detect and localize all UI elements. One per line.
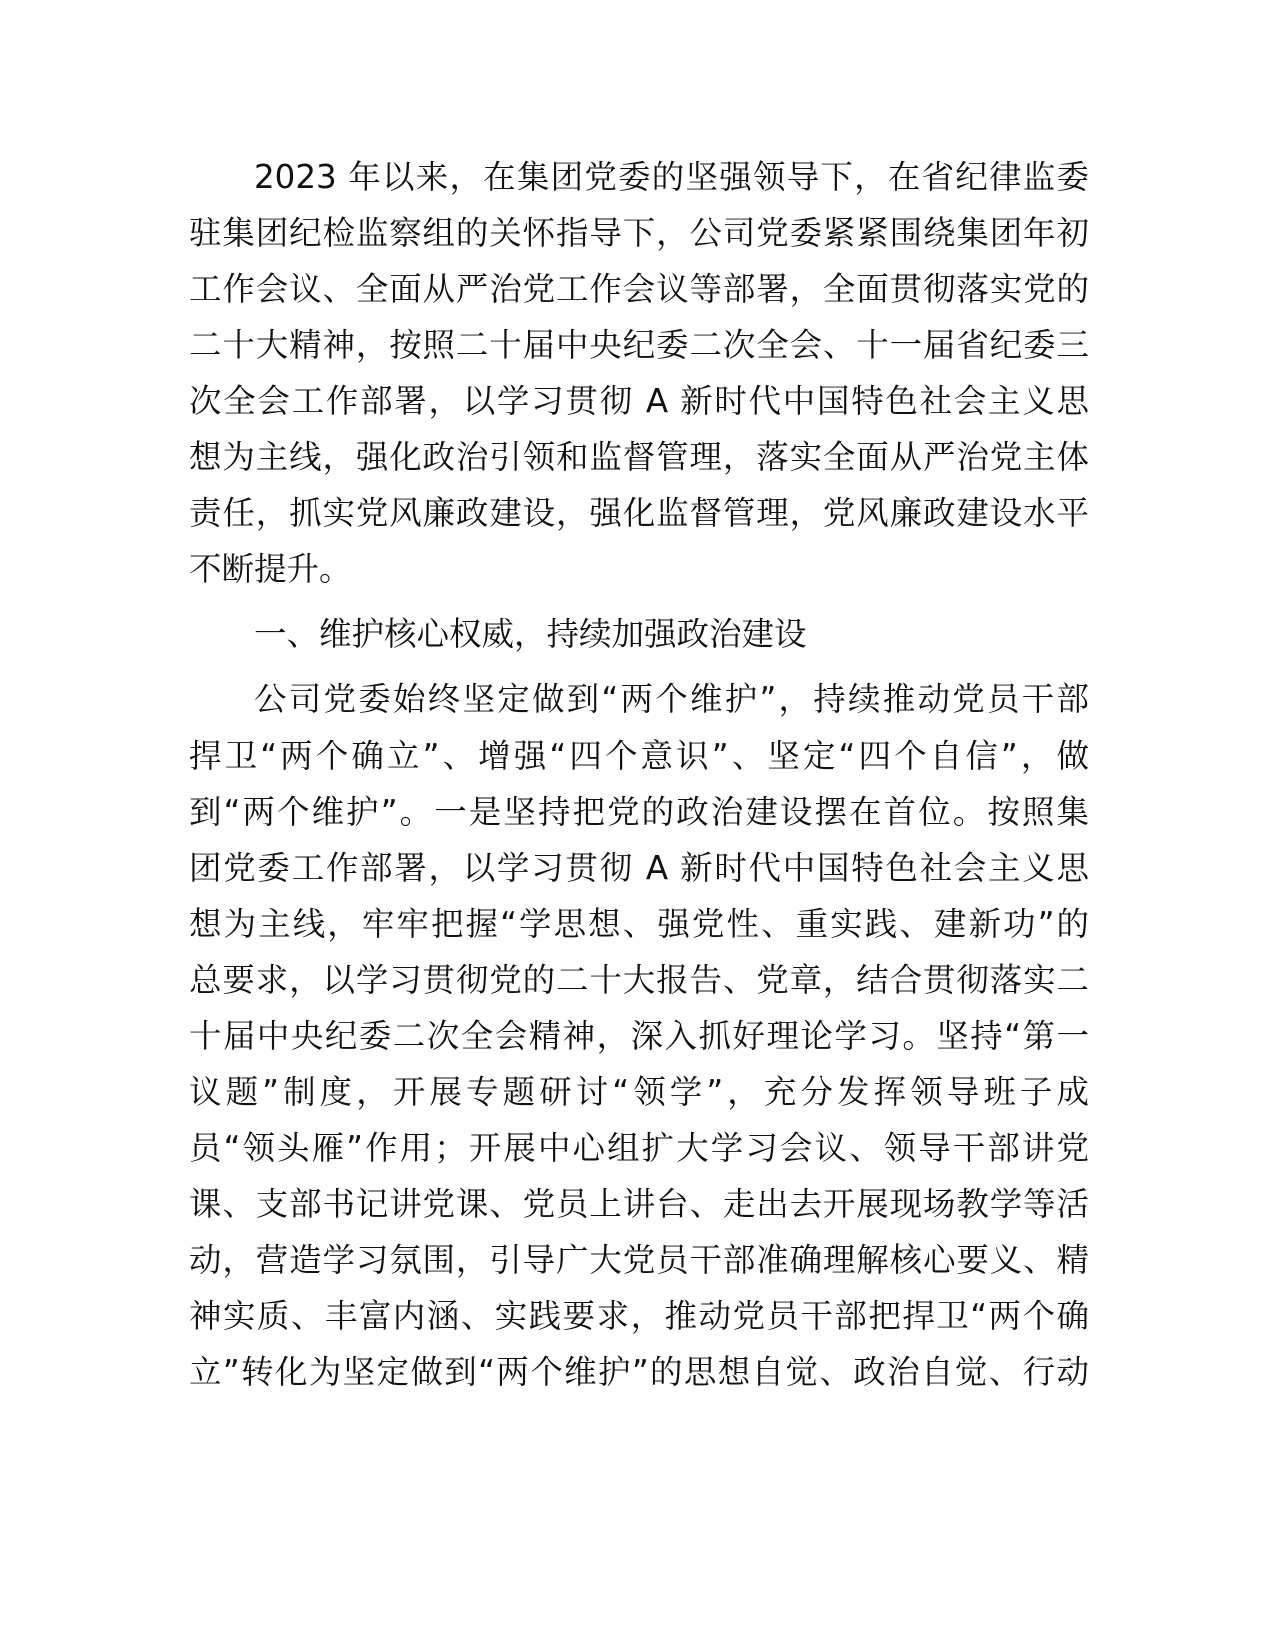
paragraph-1-line-3: 工作会议、全面从严治党工作会议等部署，全面贯彻落实党的 [189,270,1089,308]
paragraph-2-line-2: 捍卫“两个确立”、增强“四个意识”、坚定“四个自信”，做 [189,737,1089,775]
paragraph-1-line-8: 不断提升。 [189,550,352,588]
paragraph-2-line-7: 十届中央纪委二次全会精神，深入抓好理论学习。坚持“第一 [189,1017,1089,1055]
paragraph-1-line-4: 二十大精神，按照二十届中央纪委二次全会、十一届省纪委三 [189,326,1089,364]
paragraph-2-line-3: 到“两个维护”。一是坚持把党的政治建设摆在首位。按照集 [189,793,1089,831]
paragraph-1-line-5: 次全会工作部署，以学习贯彻 A 新时代中国特色社会主义思 [189,382,1089,420]
paragraph-2-line-5: 想为主线，牢牢把握“学思想、强党性、重实践、建新功”的 [189,905,1089,943]
paragraph-1-line-1: 2023 年以来，在集团党委的坚强领导下，在省纪律监委 [254,158,1089,196]
paragraph-1-line-7: 责任，抓实党风廉政建设，强化监督管理，党风廉政建设水平 [189,494,1089,532]
paragraph-2-line-4: 团党委工作部署，以学习贯彻 A 新时代中国特色社会主义思 [189,849,1089,887]
paragraph-2-line-8: 议题”制度，开展专题研讨“领学”，充分发挥领导班子成 [189,1073,1089,1111]
paragraph-2-line-6: 总要求，以学习贯彻党的二十大报告、党章，结合贯彻落实二 [189,961,1089,999]
paragraph-2-line-13: 立”转化为坚定做到“两个维护”的思想自觉、政治自觉、行动 [189,1353,1089,1391]
paragraph-2-line-1: 公司党委始终坚定做到“两个维护”，持续推动党员干部 [254,680,1089,718]
paragraph-2-line-12: 神实质、丰富内涵、实践要求，推动党员干部把捍卫“两个确 [189,1297,1089,1335]
paragraph-2-line-10: 课、支部书记讲党课、党员上讲台、走出去开展现场教学等活 [189,1185,1089,1223]
paragraph-1-line-6: 想为主线，强化政治引领和监督管理，落实全面从严治党主体 [189,438,1089,476]
paragraph-2-line-11: 动，营造学习氛围，引导广大党员干部准确理解核心要义、精 [189,1241,1089,1279]
paragraph-1-line-2: 驻集团纪检监察组的关怀指导下，公司党委紧紧围绕集团年初 [189,214,1089,252]
section-heading: 一、维护核心权威，持续加强政治建设 [254,615,807,653]
paragraph-2-line-9: 员“领头雁”作用；开展中心组扩大学习会议、领导干部讲党 [189,1129,1089,1167]
